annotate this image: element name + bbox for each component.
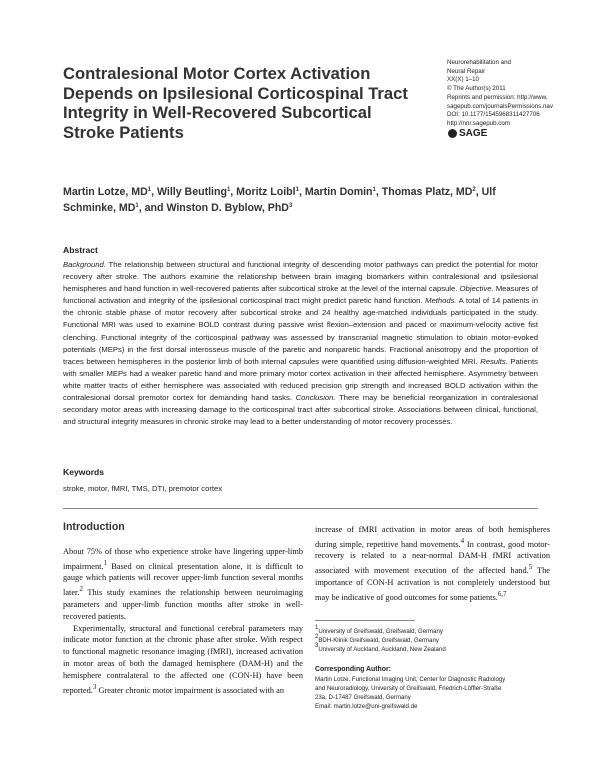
citation-ref: 5 (528, 563, 533, 572)
corresponding-email[interactable]: Email: martin.lotze@uni-greifswald.de (315, 702, 418, 710)
author-affiliation-mark: 2 (472, 187, 476, 193)
affiliations (315, 625, 545, 654)
journal-info-line: XX(X) 1–10 (447, 76, 479, 84)
journal-info-line: Reprints and permission: http://www. (447, 93, 548, 101)
corresponding-line: Martin Lotze, Functional Imaging Unit, Center for Diagnostic Radiology (315, 676, 506, 683)
citation-ref: 1 (103, 558, 108, 567)
author-affiliation-mark: 1 (226, 187, 231, 193)
sage-logo-icon (448, 129, 457, 138)
paragraph: Experimentally, structural and functional cerebral parameters may indicate motor function at the chronic phase after stroke. With respect to functional magnetic resonance imaging (fMRI), increased activation in motor areas of both the damaged hemisphere (DAM-H) and the hemisphere contralateral to the affected one (CON-H) have been reported.$^3$ Greater chronic motor impairment is associated with an (63, 623, 303, 695)
journal-info-line: © The Author(s) 2011 (447, 85, 506, 93)
author-name: Winston D. Byblow, PhD (166, 202, 289, 215)
footnote-divider (315, 620, 415, 621)
author-name: Martin Domin (304, 186, 373, 198)
abstract-label: Objective. (459, 284, 494, 294)
section-divider (63, 508, 538, 509)
abstract-text: Patients with smaller MEPs had a weaker paretic hand and more primary motor cortex activation in their affected hemisphere. Asymmetry between white matter tracts of either hemisphere was associated with reduced precision grip strength and increased BOLD activation within the contralesional dorsal premotor cortex for demanding hand tasks. (63, 356, 538, 403)
introduction-right-column (315, 524, 550, 603)
author-name: Willy Beutling (156, 186, 227, 198)
author-name: Thomas Platz, MD (381, 186, 473, 198)
corresponding-line: and Neuroradiology, University of Greifswald, Friedrich-Löffler-Straße (315, 684, 502, 692)
affiliation-item: $^2$BDH-Klinik Greifswald, Greifswald, Germany (315, 633, 439, 644)
abstract-text: The relationship between structural and functional integrity of descending motor pathways can predict the potential for motor recovery after stroke. The authors examine the relationship between brain imaging biomarkers within contralesional and ipsilesional hemispheres and hand function in well-recovered patients after subcortical stroke at the level of the internal capsule. (63, 260, 538, 294)
abstract-body (63, 259, 538, 428)
abstract-text: A total of 14 patients in the chronic stable phase of motor recovery after subcortical stroke and 24 healthy age-matched individuals participated in the study. Functional MRI was used to examine BOLD contrast during passive wrist flexion–extension and paced or maximum-velocity active fist clenching. Functional integrity of the corticospinal pathway was assessed by transcranial magnetic stimulation to obtain motor-evoked potentials (MEPs) in the first dorsal interosseus muscle of the paretic and nonparetic hands. Fractional anisotropy and the proportion of traces between hemispheres in the posterior limb of both internal capsules were quantified using diffusion-weighted MRI. (63, 296, 538, 366)
introduction-left-column (63, 546, 303, 696)
journal-info-line: Neural Repair (447, 67, 486, 75)
abstract-text: There may be beneficial reorganization in contralesional secondary motor areas with increasing damage to the corticospinal tract after subcortical stroke. Associations between clinical, functional, and structural integrity measures in chronic stroke may lead to a better understanding of motor recovery processes. (63, 393, 538, 427)
journal-info-line: http://nnr.sagepub.com (447, 119, 510, 127)
author-affiliation-mark: 1 (135, 203, 139, 210)
corresponding-author (315, 676, 550, 712)
author-affiliation-mark: 1 (372, 187, 376, 193)
journal-info-line: Neurorehabilitation and (447, 59, 511, 66)
affiliation-item: $^1$University of Greifswald, Greifswald, Germany (315, 625, 443, 635)
author-affiliation-mark: 1 (295, 187, 299, 193)
abstract-label: Methods. (425, 296, 457, 306)
keywords-list: stroke, motor, fMRI, TMS, DTI, premotor cortex (63, 484, 223, 493)
citation-ref: 3 (92, 682, 97, 691)
keywords-heading: Keywords (63, 467, 105, 477)
corresponding-line: 23a, D-17487 Greifswald, Germany (315, 693, 411, 701)
corresponding-author-heading: Corresponding Author: (315, 666, 391, 673)
journal-info (447, 59, 597, 129)
author-affiliation-mark: 3 (288, 203, 293, 210)
abstract-heading: Abstract (63, 245, 98, 255)
journal-info-line: DOI: 10.1177/1545968311427706 (447, 111, 540, 119)
citation-ref: 6,7 (497, 589, 507, 598)
author-affiliation-mark: 1 (147, 187, 152, 193)
journal-info-line: sagepub.com/journalsPermissions.nav (447, 102, 553, 110)
paragraph: About 75% of those who experience stroke have lingering upper-limb impairment.$^1$ Based on clinical presentation alone, it is difficult to gauge which patients will recover upper-limb function several months later.$^2$ This study examines the relationship between neuroimaging parameters and upper-limb function months after stroke in well-recovered patients. (63, 547, 303, 621)
paragraph: increase of fMRI activation in motor areas of both hemispheres during simple, repetitive hand movements.$^4$ In contrast, good motor-recovery is related to a near-normal DAM-H fMRI activation associated with movement execution of the affected hand.$^5$ The importance of CON-H activation is not completely understood but may be indicative of good outcomes for some patients.$^{6,7}$ (315, 525, 550, 602)
citation-ref: 2 (79, 585, 83, 594)
publisher-name: SAGE (459, 128, 488, 139)
author-name: Martin Lotze, MD (63, 186, 148, 198)
abstract-label: Background. (63, 260, 106, 269)
abstract-label: Conclusion. (295, 393, 336, 403)
author-list: Martin Lotze, $MD^1$, Willy Beutling$^1$, Moritz Loibl$^1$, Martin Domin$^1$, Thomas Platz, $MD^2$, Ulf Schminke, $MD^1$, and Winston D. Byblow, PhD$^3$ (63, 186, 496, 215)
citation-ref: 4 (460, 536, 465, 545)
publisher-logo (448, 128, 487, 139)
abstract-label: Results. (480, 356, 508, 366)
abstract-text: Measures of functional activation and integrity of the ipsilesional corticospinal tract might predict paretic hand function. (63, 284, 538, 306)
article-title: Contralesional Motor Cortex Activation Depends on Ipsilesional Corticospinal Tract Integrity in Well-Recovered Subcortical Stroke Patients (63, 64, 408, 142)
author-name: Ulf Schminke, MD (63, 186, 496, 215)
author-name: Moritz Loibl (236, 186, 296, 198)
introduction-heading: Introduction (63, 521, 125, 533)
affiliation-item: $^3$University of Auckland, Auckland, New Zealand (315, 642, 446, 653)
